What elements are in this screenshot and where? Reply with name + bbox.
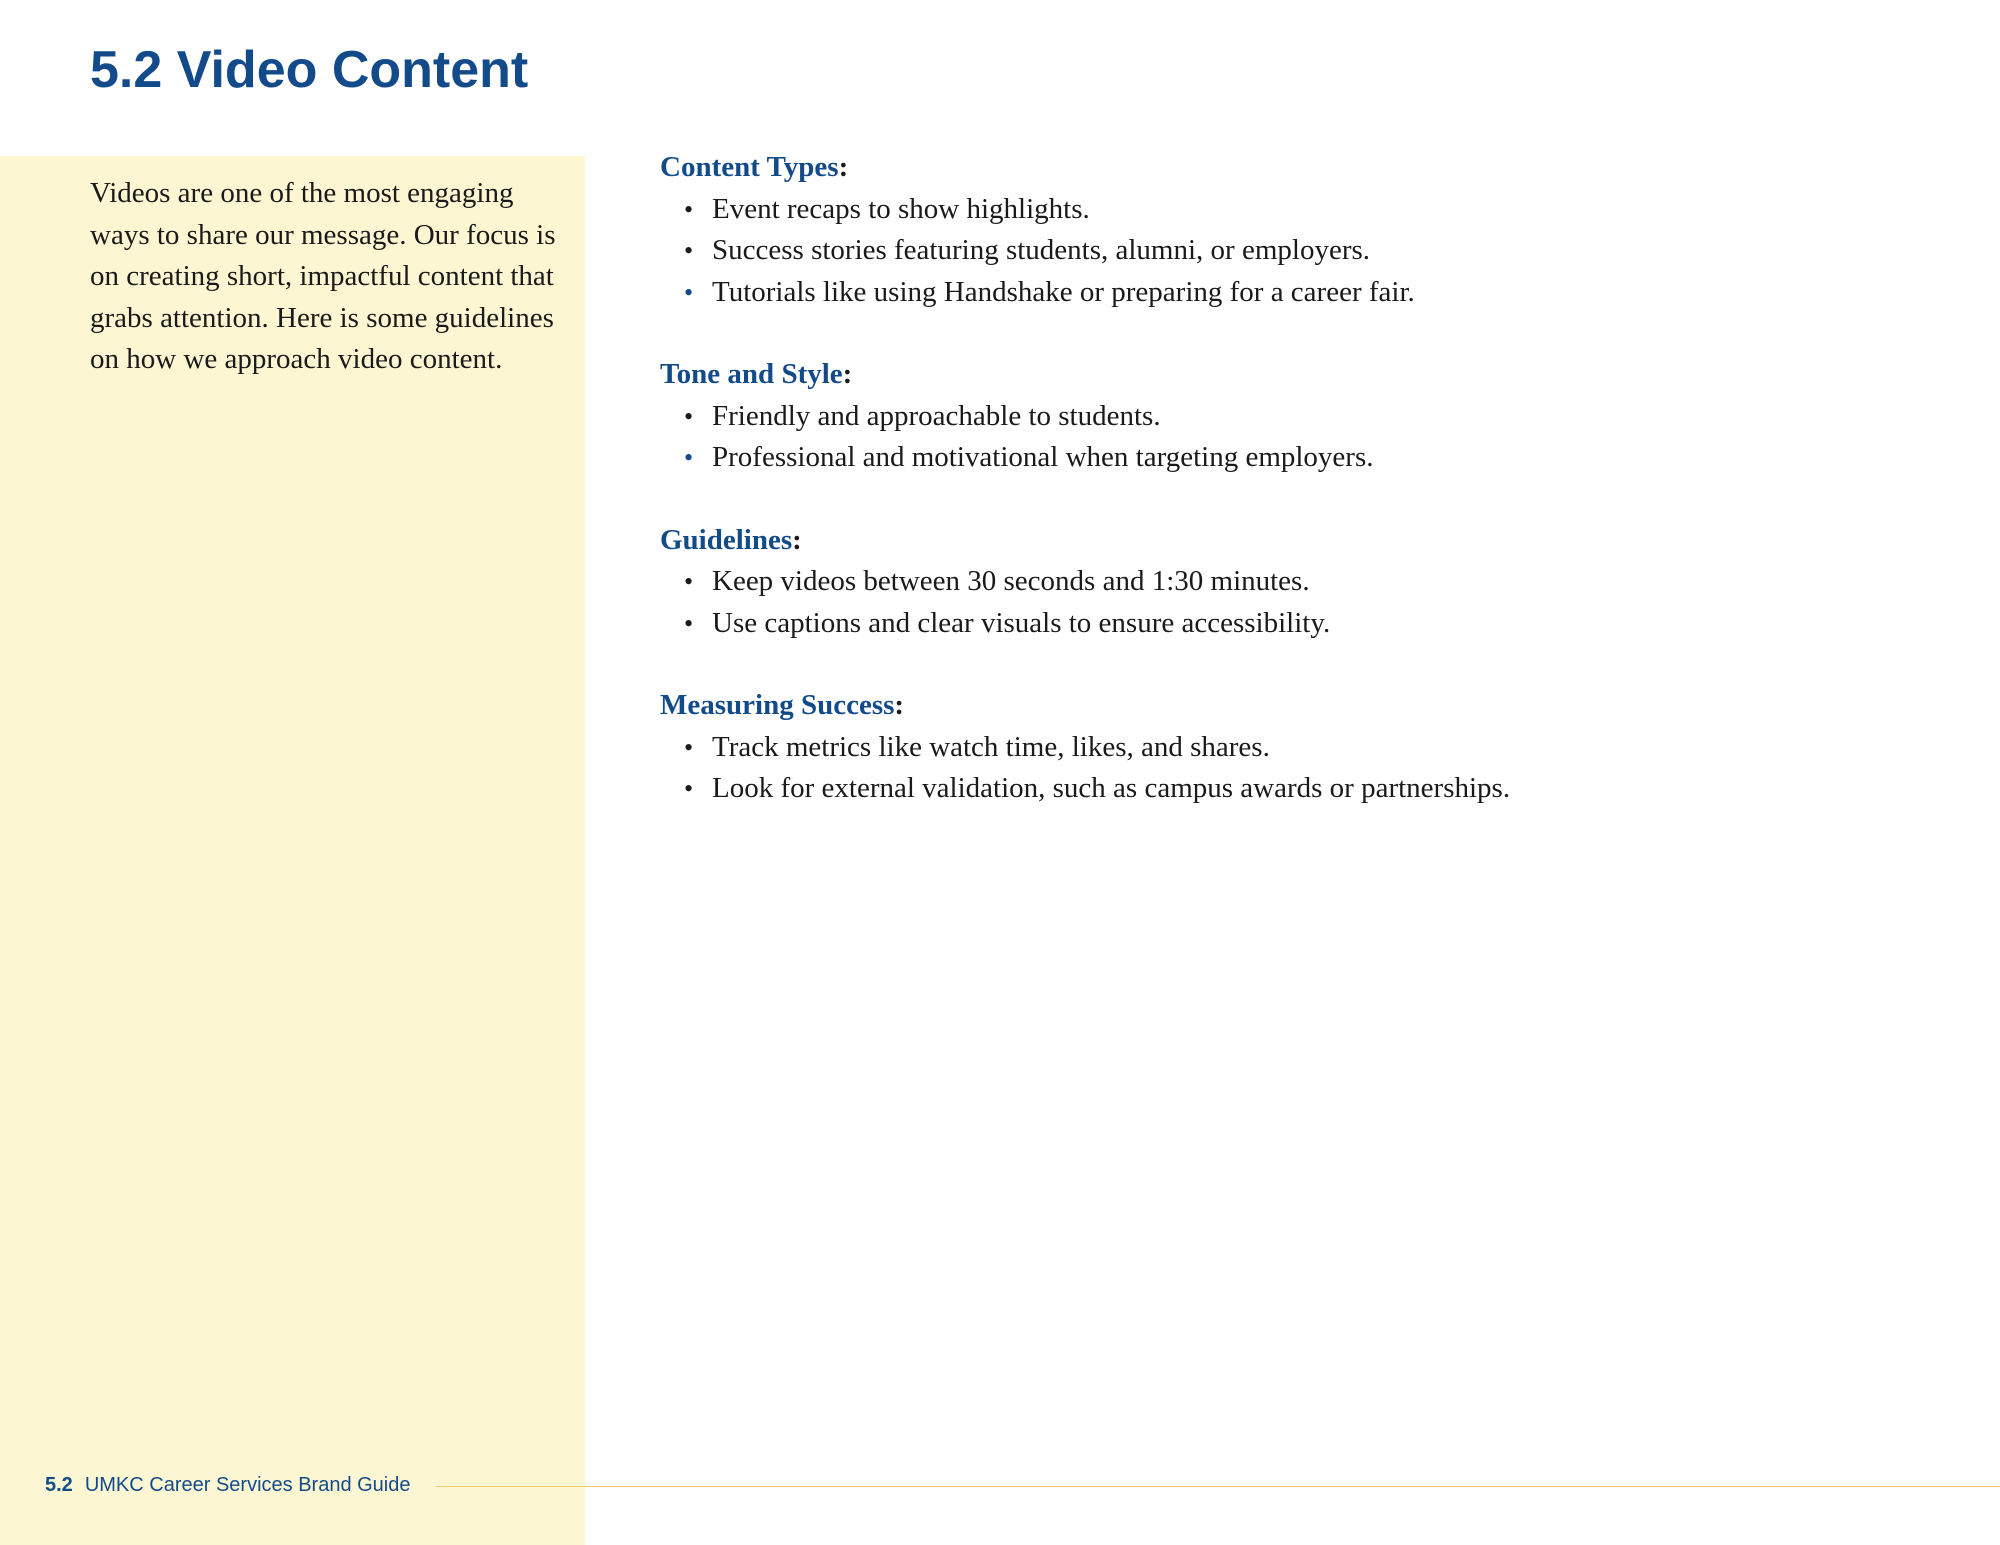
list-item xyxy=(660,189,1940,231)
list-item-text: Success stories featuring students, alumni, or employers. xyxy=(712,234,1371,266)
list-item-text: Look for external validation, such as campus awards or partnerships. xyxy=(712,772,1511,804)
section-measuring-success xyxy=(660,685,1940,810)
bullet-icon: • xyxy=(684,401,694,431)
section-heading: Tone and Style: xyxy=(660,358,853,390)
bullet-icon: • xyxy=(684,567,694,596)
bullet-list xyxy=(660,396,1940,479)
bullet-list xyxy=(660,727,1940,810)
bullet-icon: • xyxy=(684,443,694,472)
page-footer xyxy=(45,1471,411,1499)
list-item-text: Use captions and clear visuals to ensure accessibility. xyxy=(712,606,1331,639)
list-item xyxy=(660,768,1940,810)
section-heading: Content Types: xyxy=(660,151,849,183)
section-content-types xyxy=(660,147,1940,313)
list-item-text: Keep videos between 30 seconds and 1:30 minutes. xyxy=(712,565,1310,597)
list-item xyxy=(660,603,1940,645)
section-heading: Guidelines: xyxy=(660,523,802,556)
section-heading-label: Tone and Style xyxy=(660,358,843,390)
section-guidelines xyxy=(660,520,1940,645)
list-item xyxy=(660,272,1940,314)
bullet-icon: • xyxy=(684,608,694,638)
list-item xyxy=(660,230,1940,272)
section-heading-label: Content Types xyxy=(660,151,839,183)
bullet-icon: • xyxy=(684,732,694,762)
section-heading: Measuring Success: xyxy=(660,689,905,721)
footer-guide-title: UMKC Career Services Brand Guide xyxy=(84,1474,411,1496)
section-heading-label: Measuring Success xyxy=(660,689,895,721)
main-content xyxy=(660,147,1940,851)
bullet-icon: • xyxy=(684,277,694,307)
footer-divider xyxy=(436,1486,2000,1487)
list-item-text: Event recaps to show highlights. xyxy=(712,192,1090,225)
list-item xyxy=(660,727,1940,769)
footer-page-number: 5.2 xyxy=(45,1474,73,1496)
list-item xyxy=(660,561,1940,603)
bullet-icon: • xyxy=(684,236,694,265)
section-tone-and-style xyxy=(660,354,1940,479)
page-title: 5.2 Video Content xyxy=(90,41,529,99)
intro-paragraph: Videos are one of the most engaging ways to share our message. Our focus is on creating short, impactful content that grabs attention. Here is some guidelines on how we approach video content. xyxy=(90,177,556,375)
bullet-icon: • xyxy=(684,774,694,803)
list-item-text: Tutorials like using Handshake or preparing for a career fair. xyxy=(712,275,1415,308)
bullet-icon: • xyxy=(684,194,694,224)
bullet-list xyxy=(660,561,1940,644)
section-heading-label: Guidelines xyxy=(660,523,793,556)
list-item-text: Friendly and approachable to students. xyxy=(712,399,1161,432)
list-item-text: Professional and motivational when targeting employers. xyxy=(712,441,1374,473)
bullet-list xyxy=(660,189,1940,314)
list-item-text: Track metrics like watch time, likes, and shares. xyxy=(712,730,1270,763)
list-item xyxy=(660,396,1940,438)
list-item xyxy=(660,437,1940,479)
